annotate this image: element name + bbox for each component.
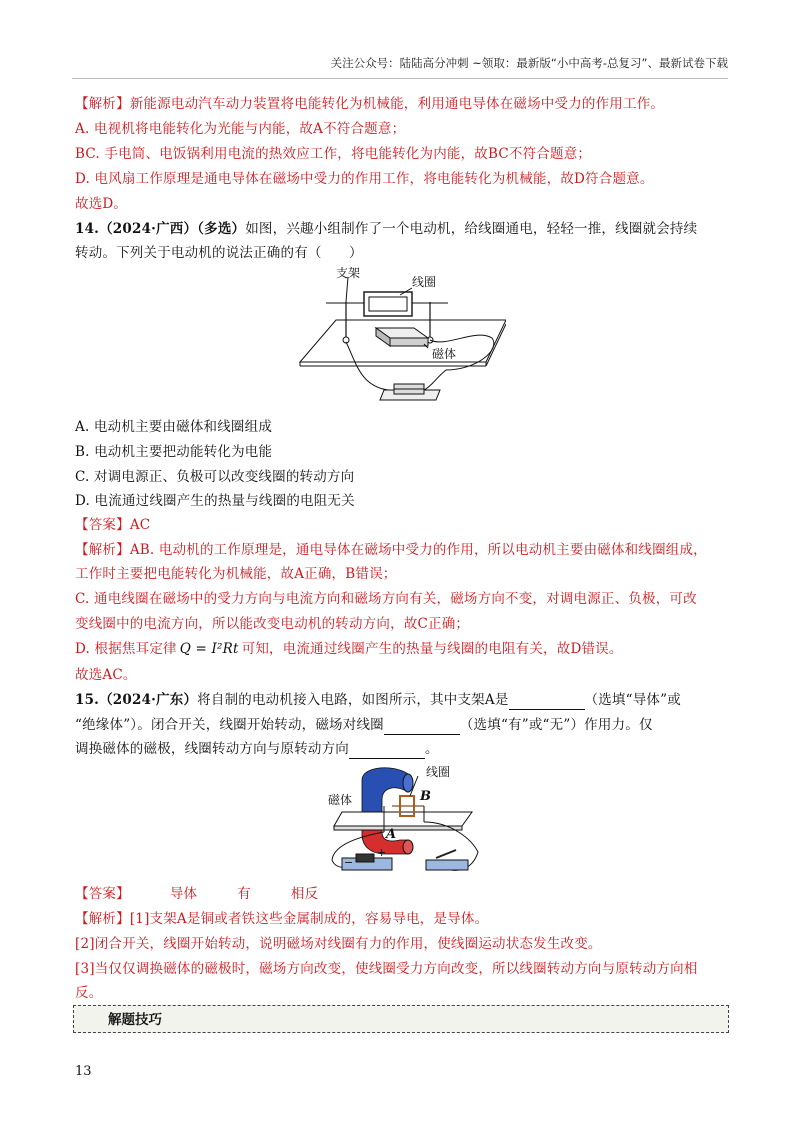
analysis-tag: 【解析】 <box>75 542 130 558</box>
battery-plus-label: + <box>377 846 387 859</box>
tips-title: 解题技巧 <box>108 1012 162 1028</box>
analysis-d-suffix: 可知，电流通过线圈产生的热量与线圈的电阻有关，故D错误。 <box>241 641 623 657</box>
q14-conclusion: 故选AC。 <box>75 667 137 683</box>
q15-stem-line3-part2: 。 <box>425 741 439 757</box>
q14-option-c: C. 对调电源正、负极可以改变线圈的转动方向 <box>75 469 355 485</box>
support-label: 支架 <box>336 266 361 280</box>
q14-source: （2024·广西）（多选） <box>99 221 246 237</box>
tips-box <box>73 1005 729 1033</box>
answer-value: AC <box>129 517 151 533</box>
answer-3: 相反 <box>290 886 319 902</box>
point-b-label: B <box>420 789 431 804</box>
magnet-label: 磁体 <box>328 793 353 807</box>
page-number: 13 <box>75 1064 92 1079</box>
analysis-d-prefix: D. 根据焦耳定律 <box>75 641 177 657</box>
q14-motor-figure <box>296 262 506 410</box>
q14-stem-line-2: 转动。下列关于电动机的说法正确的有（ ） <box>75 245 363 261</box>
q15-blank-2 <box>384 720 460 735</box>
q14-analysis-line-3: C. 通电线圈在磁场中的受力方向与电流方向和磁场方向有关，磁场方向不变，对调电源正、负极，可改 <box>75 591 697 607</box>
q15-stem-line-3 <box>75 739 439 759</box>
q13-analysis-line-3: BC. 手电筒、电饭锅利用电流的热效应工作，将电能转化为内能，故BC不符合题意； <box>75 146 592 162</box>
page-header: 关注公众号：陆陆高分冲刺 ~领取：最新版“小中高考-总复习”、最新试卷下载 <box>330 56 728 70</box>
q15-analysis-line-4: 反。 <box>75 985 103 1001</box>
q15-stem-line3-part1: 调换磁体的磁极，线圈转动方向与原转动方向 <box>75 741 349 757</box>
q15-analysis-line-1 <box>75 909 488 929</box>
analysis-text: 新能源电动汽车动力装置将电能转化为机械能，利用通电导体在磁场中受力的作用工作。 <box>129 96 665 112</box>
battery-minus-label: − <box>344 856 354 869</box>
q15-stem-line-1 <box>75 690 681 710</box>
q14-option-b: B. 电动机主要把动能转化为电能 <box>75 444 273 460</box>
q13-conclusion: 故选D。 <box>75 196 128 212</box>
q14-number: 14. <box>75 221 100 237</box>
q15-blank-3 <box>349 744 425 759</box>
coil-label: 线圈 <box>426 765 451 779</box>
q15-blank-1 <box>509 695 585 710</box>
answer-2: 有 <box>237 886 251 902</box>
q15-circuit-figure <box>322 760 482 878</box>
q15-stem-line2-part2: （选填“有”或“无”）作用力。仅 <box>459 717 653 733</box>
q14-analysis-line-4: 变线圈中的电流方向，所以能改变电动机的转动方向，故C正确； <box>75 616 470 632</box>
q14-option-a: A. 电动机主要由磁体和线圈组成 <box>75 419 273 435</box>
q14-stem-line-1 <box>75 219 697 239</box>
q13-analysis-line-1 <box>75 94 664 114</box>
joule-law-formula: Q = I²Rt <box>179 641 239 657</box>
q15-stem-line-2 <box>75 715 653 735</box>
analysis-tag: 【解析】 <box>75 911 130 927</box>
q15-analysis-line-2: [2]闭合开关，线圈开始转动，说明磁场对线圈有力的作用，使线圈运动状态发生改变。 <box>75 936 602 952</box>
q14-stem: 如图，兴趣小组制作了一个电动机，给线圈通电，轻轻一推，线圈就会持续 <box>245 221 698 237</box>
q14-analysis-line-2: 工作时主要把电能转化为机械能，故A正确，B错误； <box>75 566 397 582</box>
q15-stem-line2-part1: “绝缘体”）。闭合开关，线圈开始转动，磁场对线圈 <box>75 717 384 733</box>
q14-option-d: D. 电流通过线圈产生的热量与线圈的电阻无关 <box>75 493 355 509</box>
analysis-tag: 【解析】 <box>75 96 130 112</box>
coil-label: 线圈 <box>412 275 437 289</box>
analysis-text: [1]支架A是铜或者铁这些金属制成的，容易导电，是导体。 <box>129 911 489 927</box>
q14-analysis-line-1 <box>75 540 707 560</box>
q15-source: （2024·广东） <box>99 692 198 708</box>
q15-stem-part2: （选填“导体”或 <box>584 692 681 708</box>
q15-stem-part1: 将自制的电动机接入电路，如图所示，其中支架A是 <box>197 692 509 708</box>
answer-tag: 【答案】 <box>75 886 130 902</box>
header-rule <box>72 78 728 79</box>
q13-analysis-line-4: D. 电风扇工作原理是通电导体在磁场中受力的作用工作，将电能转化为机械能，故D符合题意。 <box>75 171 654 187</box>
q14-answer <box>75 515 150 535</box>
q14-analysis-line-5 <box>75 639 623 659</box>
magnet-label: 磁体 <box>432 347 457 361</box>
point-a-label: A <box>386 827 397 842</box>
answer-1: 导体 <box>169 886 198 902</box>
answer-tag: 【答案】 <box>75 517 130 533</box>
q15-number: 15. <box>75 692 100 708</box>
q13-analysis-line-2: A. 电视机将电能转化为光能与内能，故A不符合题意； <box>75 121 406 137</box>
q15-analysis-line-3: [3]当仅仅调换磁体的磁极时，磁场方向改变，使线圈受力方向改变，所以线圈转动方向与原转动方向相 <box>75 961 698 977</box>
analysis-text: AB. 电动机的工作原理是，通电导体在磁场中受力的作用，所以电动机主要由磁体和线圈组成， <box>129 542 707 558</box>
q15-answer <box>75 884 318 904</box>
